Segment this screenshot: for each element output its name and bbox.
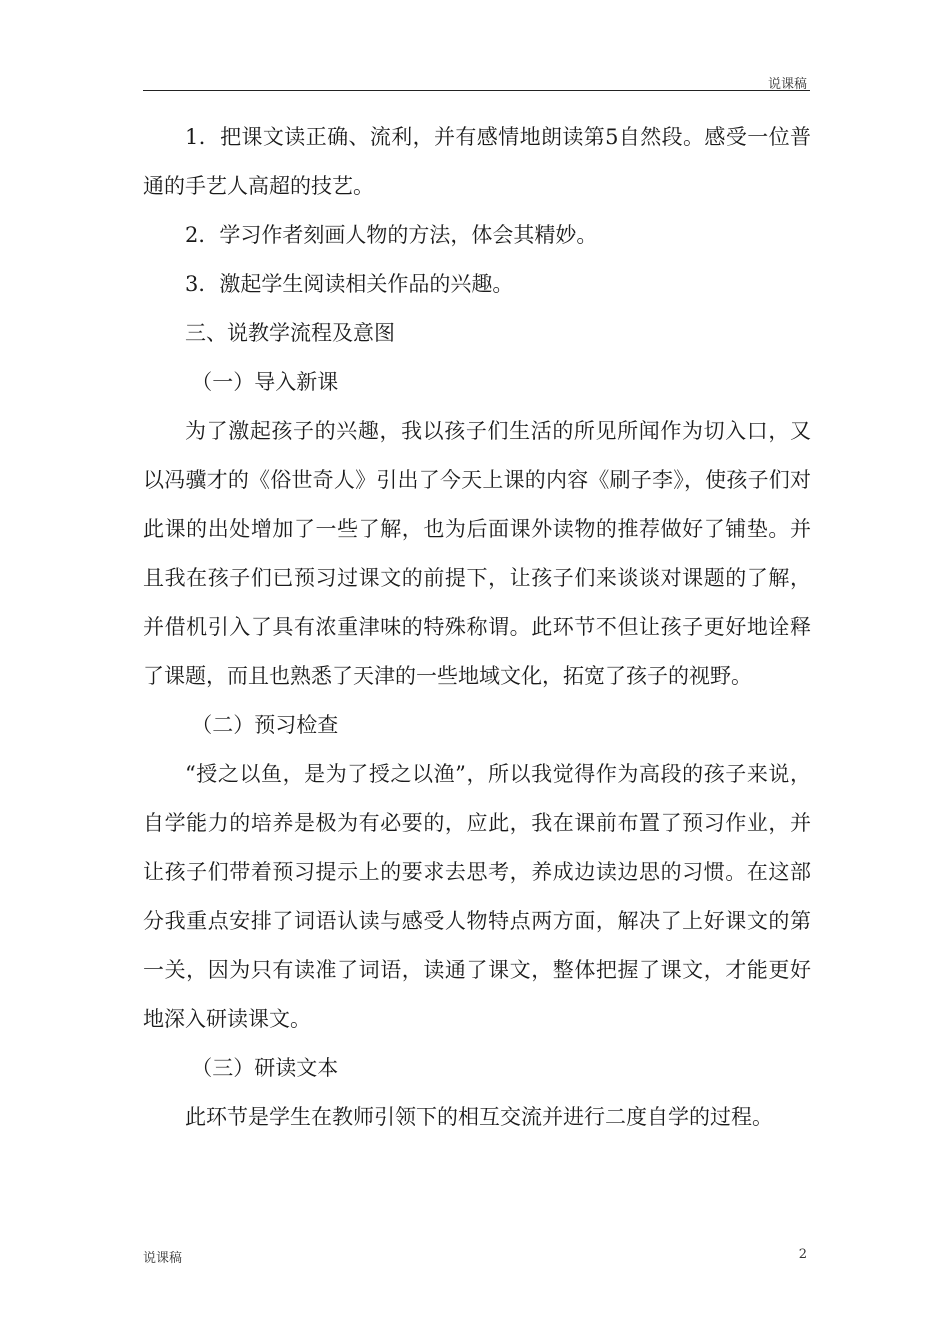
goal-3: 3．激起学生阅读相关作品的兴趣。 xyxy=(185,272,514,296)
subheading-intro: （一）导入新课 xyxy=(191,370,339,394)
paragraph-study: 此环节是学生在教师引领下的相互交流并进行二度自学的过程。 xyxy=(185,1105,773,1129)
header-rule xyxy=(143,90,810,91)
document-body xyxy=(143,113,811,1142)
goal-2: 2．学习作者刻画人物的方法，体会其精妙。 xyxy=(185,223,598,247)
paragraph-intro: 为了激起孩子的兴趣，我以孩子们生活的所见所闻作为切入口，又以冯骥才的《俗世奇人》引出了今天上课的内容《刷子李》，使孩子们对此课的出处增加了一些了解，也为后面课外读物的推荐做好了铺垫。并且我在孩子们已预习过课文的前提下，让孩子们来谈谈对课题的了解，并借机引入了具有浓重津味的特殊称谓。此环节不但让孩子更好地诠释了课题，而且也熟悉了天津的一些地域文化，拓宽了孩子的视野。 xyxy=(143,419,811,688)
section-heading: 三、说教学流程及意图 xyxy=(185,321,395,345)
header-title: 说课稿 xyxy=(767,77,807,92)
page-number: 2 xyxy=(798,1247,807,1262)
subheading-preview: （二）预习检查 xyxy=(191,713,339,737)
footer-title: 说课稿 xyxy=(143,1251,183,1266)
goal-1: 1．把课文读正确、流利，并有感情地朗读第5自然段。感受一位普通的手艺人高超的技艺。 xyxy=(143,125,811,198)
paragraph-preview: “授之以鱼，是为了授之以渔”，所以我觉得作为高段的孩子来说，自学能力的培养是极为有必要的，应此，我在课前布置了预习作业，并让孩子们带着预习提示上的要求去思考，养成边读边思的习惯。在这部分我重点安排了词语认读与感受人物特点两方面，解决了上好课文的第一关，因为只有读准了词语，读通了课文，整体把握了课文，才能更好地深入研读课文。 xyxy=(143,762,811,1031)
subheading-study: （三）研读文本 xyxy=(191,1056,339,1080)
